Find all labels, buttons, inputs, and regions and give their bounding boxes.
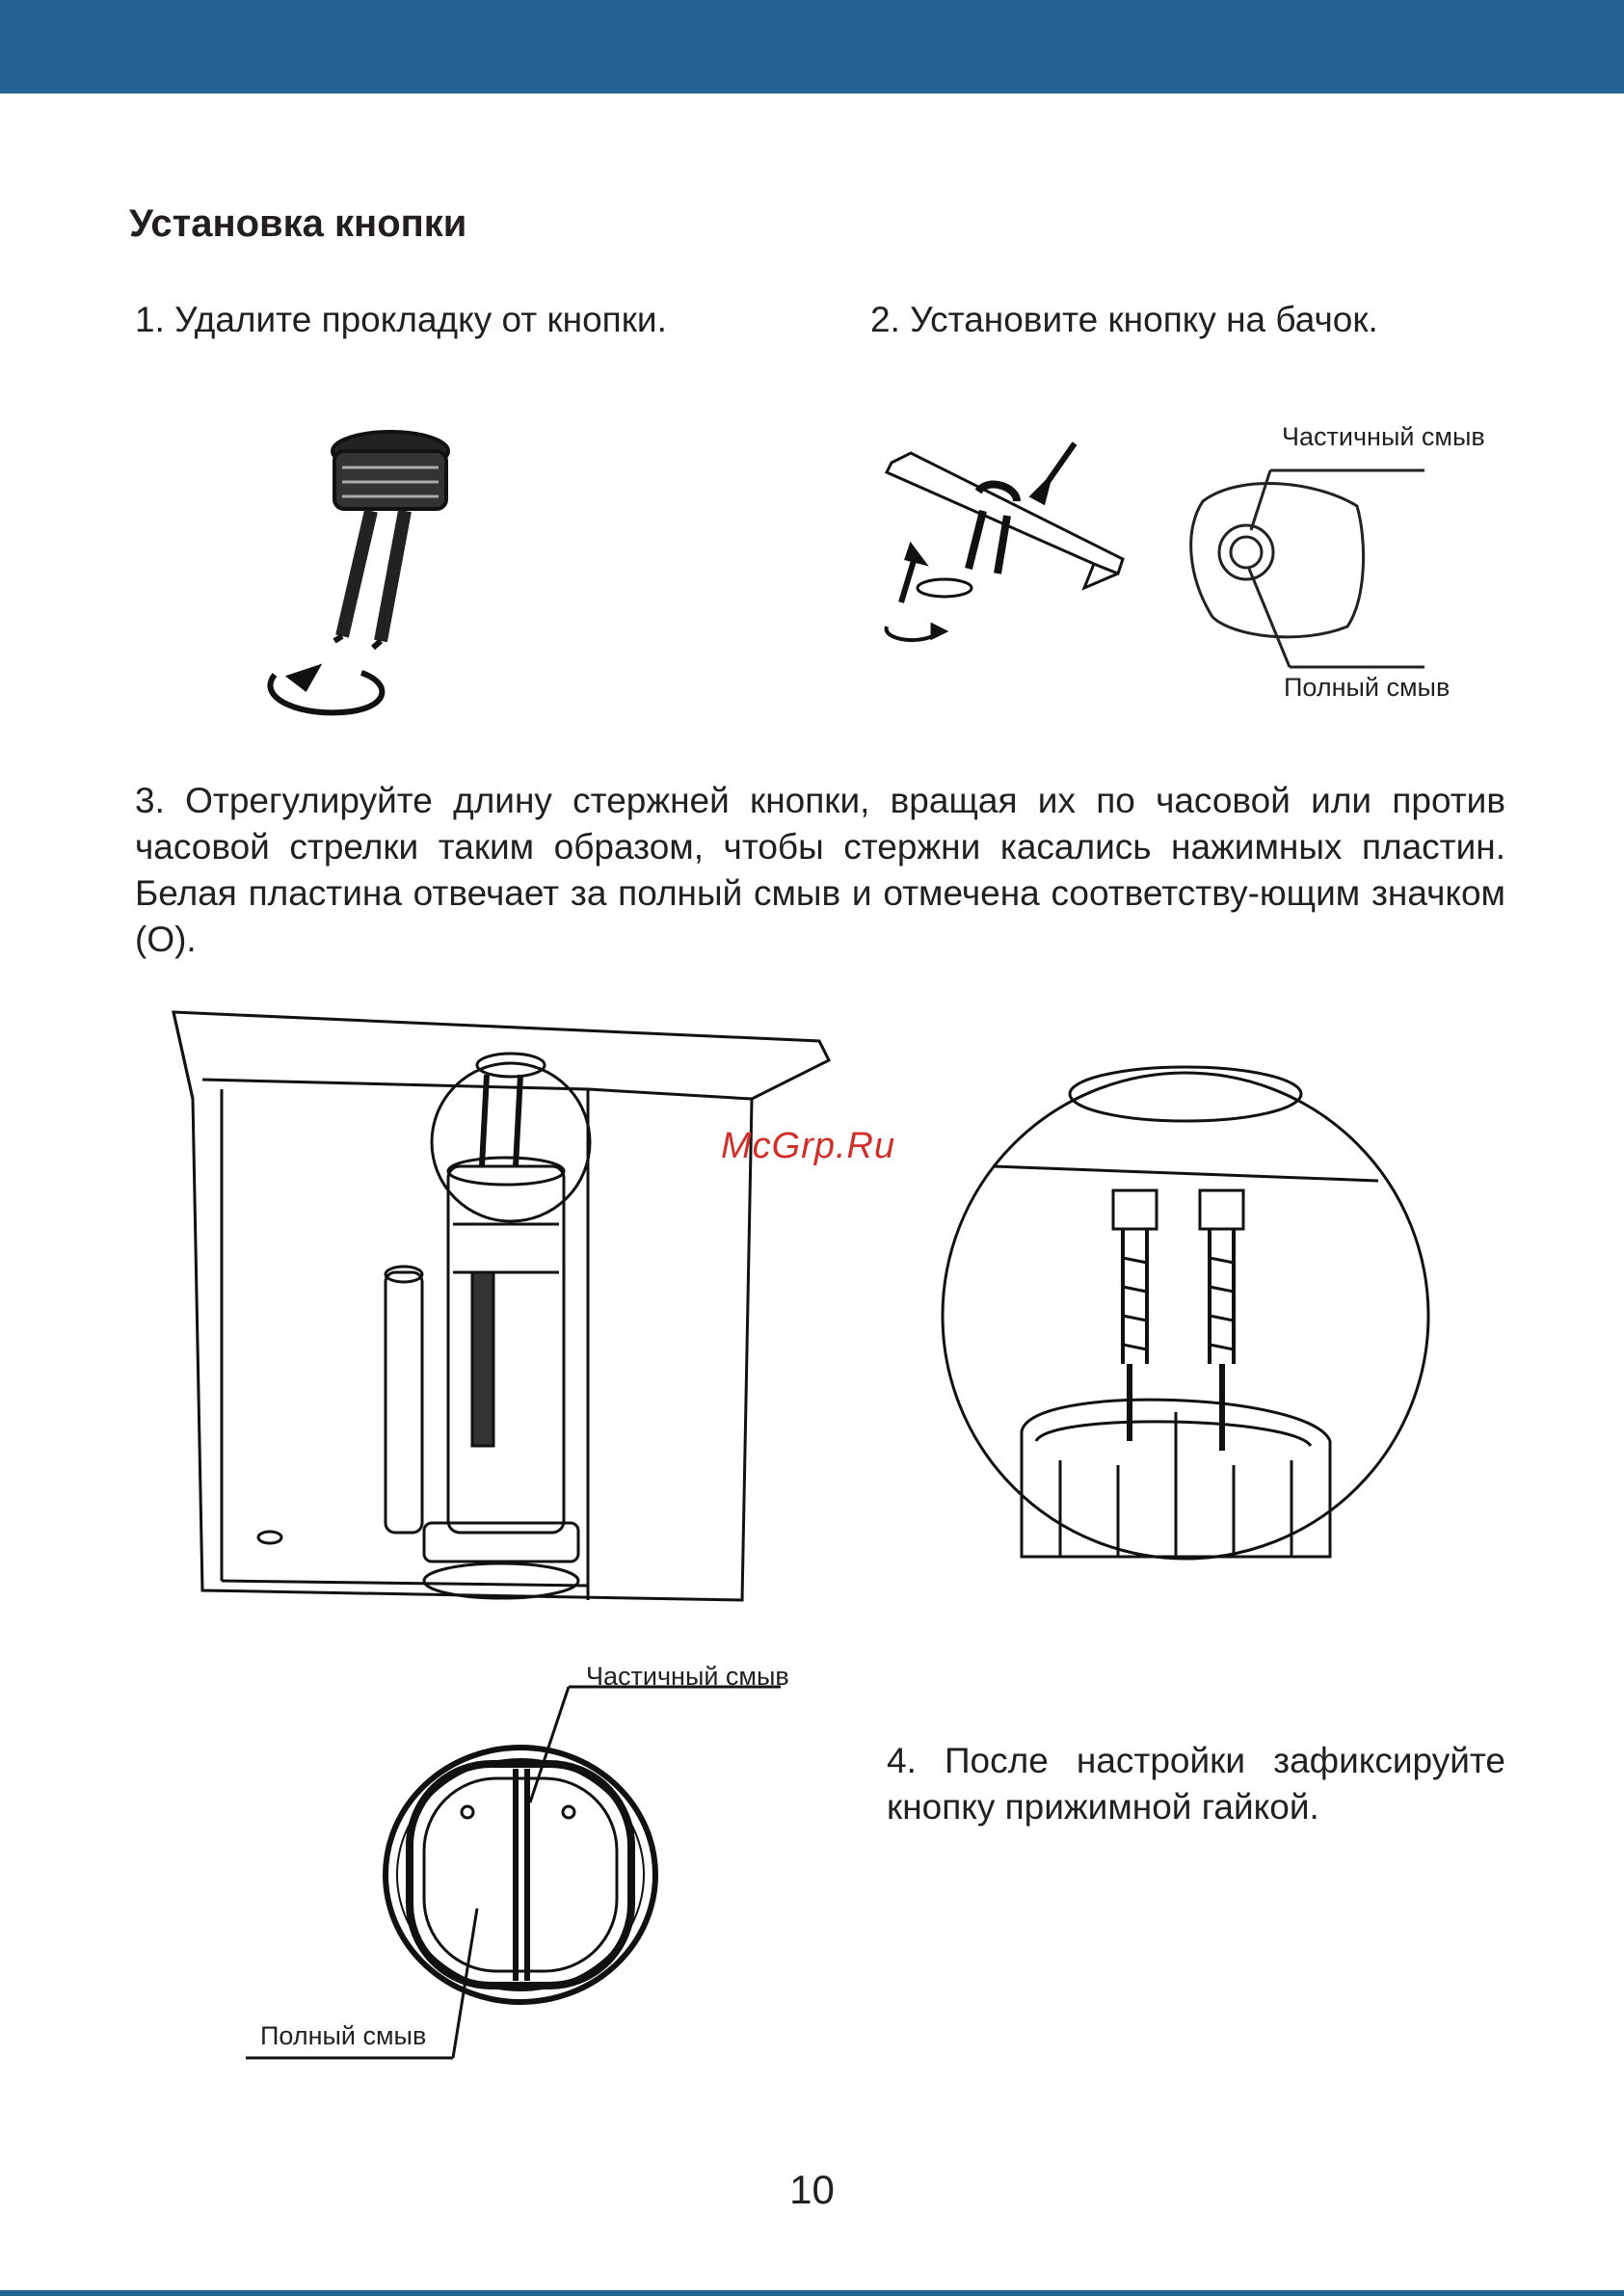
partial-flush-label-2: Частичный смыв: [586, 1662, 789, 1691]
button-removal-illustration: [246, 424, 496, 733]
page-number: 10: [789, 2167, 835, 2212]
step-4-text: 4. После настройки зафиксируйте кнопку прижимной гайкой.: [887, 1741, 1505, 1827]
partial-flush-label: Частичный смыв: [1282, 422, 1485, 451]
flush-plate-top-view-illustration: [241, 1677, 839, 2063]
page-title: Установка кнопки: [129, 202, 467, 245]
button-top-view-illustration: [1174, 463, 1424, 675]
full-flush-label-2: Полный смыв: [260, 2021, 427, 2050]
step-3-text: 3. Отрегулируйте длину стержней кнопки, вращая их по часовой или против часовой стрелки таким образом, чтобы стержни касались нажимных пластин. Белая пластина отвечает за полный смыв и отмечена соответству-ющим значком (О).: [135, 781, 1505, 959]
cistern-cutaway-illustration: [164, 1002, 839, 1619]
watermark-text: McGrp.Ru: [721, 1126, 896, 1166]
rod-detail-illustration: [925, 1055, 1446, 1576]
install-on-tank-illustration: [872, 434, 1142, 655]
footer-line: [0, 2290, 1624, 2296]
full-flush-label: Полный смыв: [1284, 673, 1451, 702]
step-2-text: 2. Установите кнопку на бачок.: [870, 300, 1378, 339]
header-band: [0, 0, 1624, 93]
step-1-text: 1. Удалите прокладку от кнопки.: [135, 300, 667, 339]
